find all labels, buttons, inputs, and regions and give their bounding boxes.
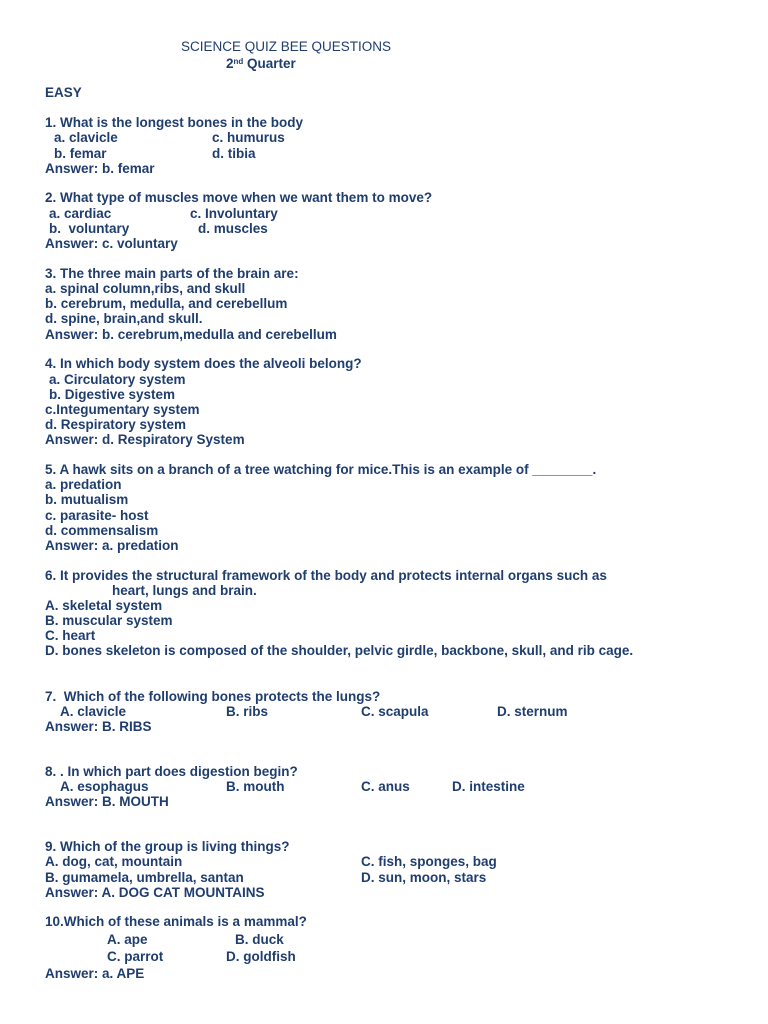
question-6: 6. It provides the structural framework of the body and protects internal organs such as <box>45 568 607 583</box>
q5-option-d: d. commensalism <box>45 523 159 538</box>
q5-option-b: b. mutualism <box>45 492 129 507</box>
q6-option-a: A. skeletal system <box>45 598 163 613</box>
question-9: 9. Which of the group is living things? <box>45 839 290 854</box>
q9-option-d: D. sun, moon, stars <box>361 870 487 885</box>
question-4: 4. In which body system does the alveoli belong? <box>45 356 362 371</box>
q3-option-b: b. cerebrum, medulla, and cerebellum <box>45 296 288 311</box>
question-6-continued: heart, lungs and brain. <box>112 583 257 598</box>
q2-answer: Answer: c. voluntary <box>45 236 178 251</box>
q7-option-a: A. clavicle <box>60 704 127 719</box>
q1-answer: Answer: b. femar <box>45 161 155 176</box>
q3-option-a: a. spinal column,ribs, and skull <box>45 281 246 296</box>
q7-answer: Answer: B. RIBS <box>45 719 152 734</box>
q4-option-d: d. Respiratory system <box>45 417 187 432</box>
q8-option-a: A. esophagus <box>60 779 149 794</box>
question-7: 7. Which of the following bones protects the lungs? <box>45 689 381 704</box>
q4-option-b: b. Digestive system <box>49 387 176 402</box>
q1-option-a: a. clavicle <box>54 130 118 145</box>
q9-option-b: B. gumamela, umbrella, santan <box>45 870 244 885</box>
q6-option-c: C. heart <box>45 628 96 643</box>
q10-option-c: C. parrot <box>107 949 164 964</box>
q4-option-a: a. Circulatory system <box>49 372 186 387</box>
question-3: 3. The three main parts of the brain are: <box>45 266 299 281</box>
quarter-superscript: nd <box>233 57 244 66</box>
q5-option-c: c. parasite- host <box>45 508 149 523</box>
q8-option-b: B. mouth <box>226 779 285 794</box>
q1-option-d: d. tibia <box>212 146 256 161</box>
q4-answer: Answer: d. Respiratory System <box>45 432 245 447</box>
q5-option-a: a. predation <box>45 477 122 492</box>
section-heading: EASY <box>45 85 82 100</box>
q2-option-d: d. muscles <box>198 221 268 236</box>
question-10: 10.Which of these animals is a mammal? <box>45 914 307 929</box>
q5-answer: Answer: a. predation <box>45 538 179 553</box>
question-1: 1. What is the longest bones in the body <box>45 115 304 130</box>
q8-answer: Answer: B. MOUTH <box>45 794 169 809</box>
q7-option-d: D. sternum <box>497 704 568 719</box>
q1-option-b: b. femar <box>54 146 107 161</box>
quarter-word: Quarter <box>243 56 296 71</box>
q10-option-d: D. goldfish <box>226 949 296 964</box>
q2-option-c: c. Involuntary <box>190 206 278 221</box>
question-8: 8. . In which part does digestion begin? <box>45 764 298 779</box>
q7-option-c: C. scapula <box>361 704 429 719</box>
q9-option-c: C. fish, sponges, bag <box>361 854 497 869</box>
q6-option-d: D. bones skeleton is composed of the shoulder, pelvic girdle, backbone, skull, and rib cage. <box>45 643 634 658</box>
q1-option-c: c. humurus <box>212 130 285 145</box>
q7-option-b: B. ribs <box>226 704 269 719</box>
q10-option-a: A. ape <box>107 932 148 947</box>
q8-option-d: D. intestine <box>452 779 525 794</box>
q6-option-b: B. muscular system <box>45 613 173 628</box>
quarter-label <box>226 56 296 72</box>
q8-option-c: C. anus <box>361 779 410 794</box>
q2-option-a: a. cardiac <box>49 206 112 221</box>
q4-option-c: c.Integumentary system <box>45 402 200 417</box>
q9-answer: Answer: A. DOG CAT MOUNTAINS <box>45 885 265 900</box>
page-title: SCIENCE QUIZ BEE QUESTIONS <box>181 39 392 54</box>
q3-answer: Answer: b. cerebrum,medulla and cerebellum <box>45 327 337 342</box>
q2-option-b: b. voluntary <box>49 221 130 236</box>
question-2: 2. What type of muscles move when we want them to move? <box>45 190 433 205</box>
q9-option-a: A. dog, cat, mountain <box>45 854 183 869</box>
question-5: 5. A hawk sits on a branch of a tree watching for mice.This is an example of ________. <box>45 462 597 477</box>
quarter-number: 2 <box>226 56 234 71</box>
q3-option-d: d. spine, brain,and skull. <box>45 311 203 326</box>
q10-answer: Answer: a. APE <box>45 966 145 981</box>
q10-option-b: B. duck <box>235 932 284 947</box>
